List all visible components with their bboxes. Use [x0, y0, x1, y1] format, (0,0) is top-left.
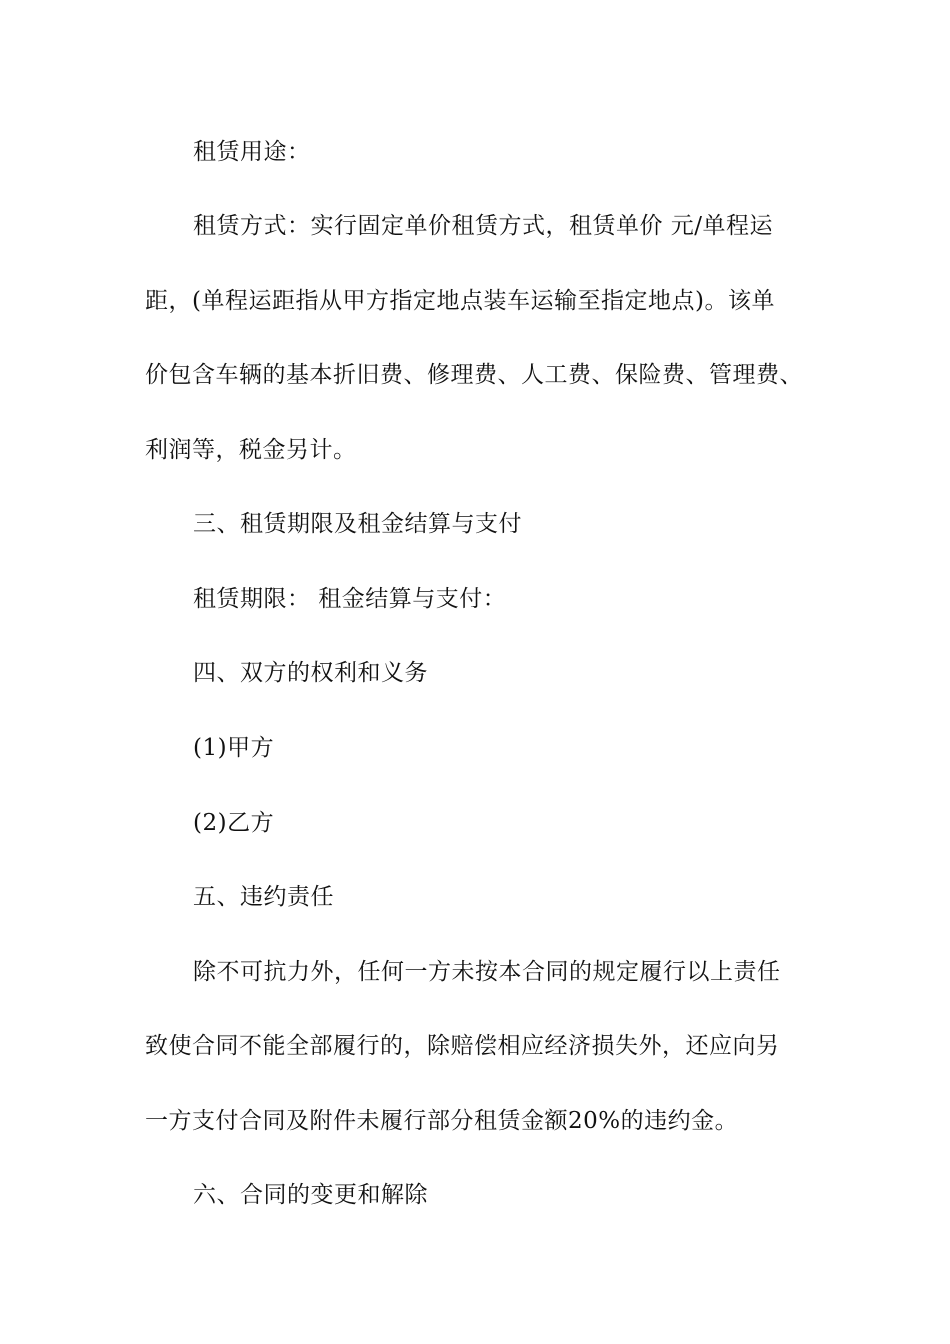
section-heading-6: 六、合同的变更和解除 [193, 1182, 428, 1208]
list-item-party-b: (2)乙方 [193, 810, 275, 836]
paragraph-rental-method-line2: 距，(单程运距指从甲方指定地点装车运输至指定地点)。该单 [145, 288, 775, 314]
paragraph-rental-method-line4: 利润等，税金另计。 [145, 437, 357, 463]
paragraph-term-and-payment: 租赁期限： 租金结算与支付： [193, 586, 507, 612]
section-heading-5: 五、违约责任 [193, 884, 334, 910]
paragraph-rental-method-line1: 租赁方式：实行固定单价租赁方式，租赁单价 元/单程运 [193, 213, 774, 239]
paragraph-liability-line2: 致使合同不能全部履行的，除赔偿相应经济损失外，还应向另 [145, 1033, 780, 1059]
list-item-party-a: (1)甲方 [193, 735, 275, 761]
paragraph-rental-purpose: 租赁用途： [193, 139, 311, 165]
section-heading-4: 四、双方的权利和义务 [193, 660, 428, 686]
paragraph-liability-line3: 一方支付合同及附件未履行部分租赁金额20%的违约金。 [145, 1108, 739, 1134]
section-heading-3: 三、租赁期限及租金结算与支付 [193, 511, 522, 537]
paragraph-liability-line1: 除不可抗力外，任何一方未按本合同的规定履行以上责任 [193, 959, 781, 985]
paragraph-rental-method-line3: 价包含车辆的基本折旧费、修理费、人工费、保险费、管理费、 [145, 362, 803, 388]
